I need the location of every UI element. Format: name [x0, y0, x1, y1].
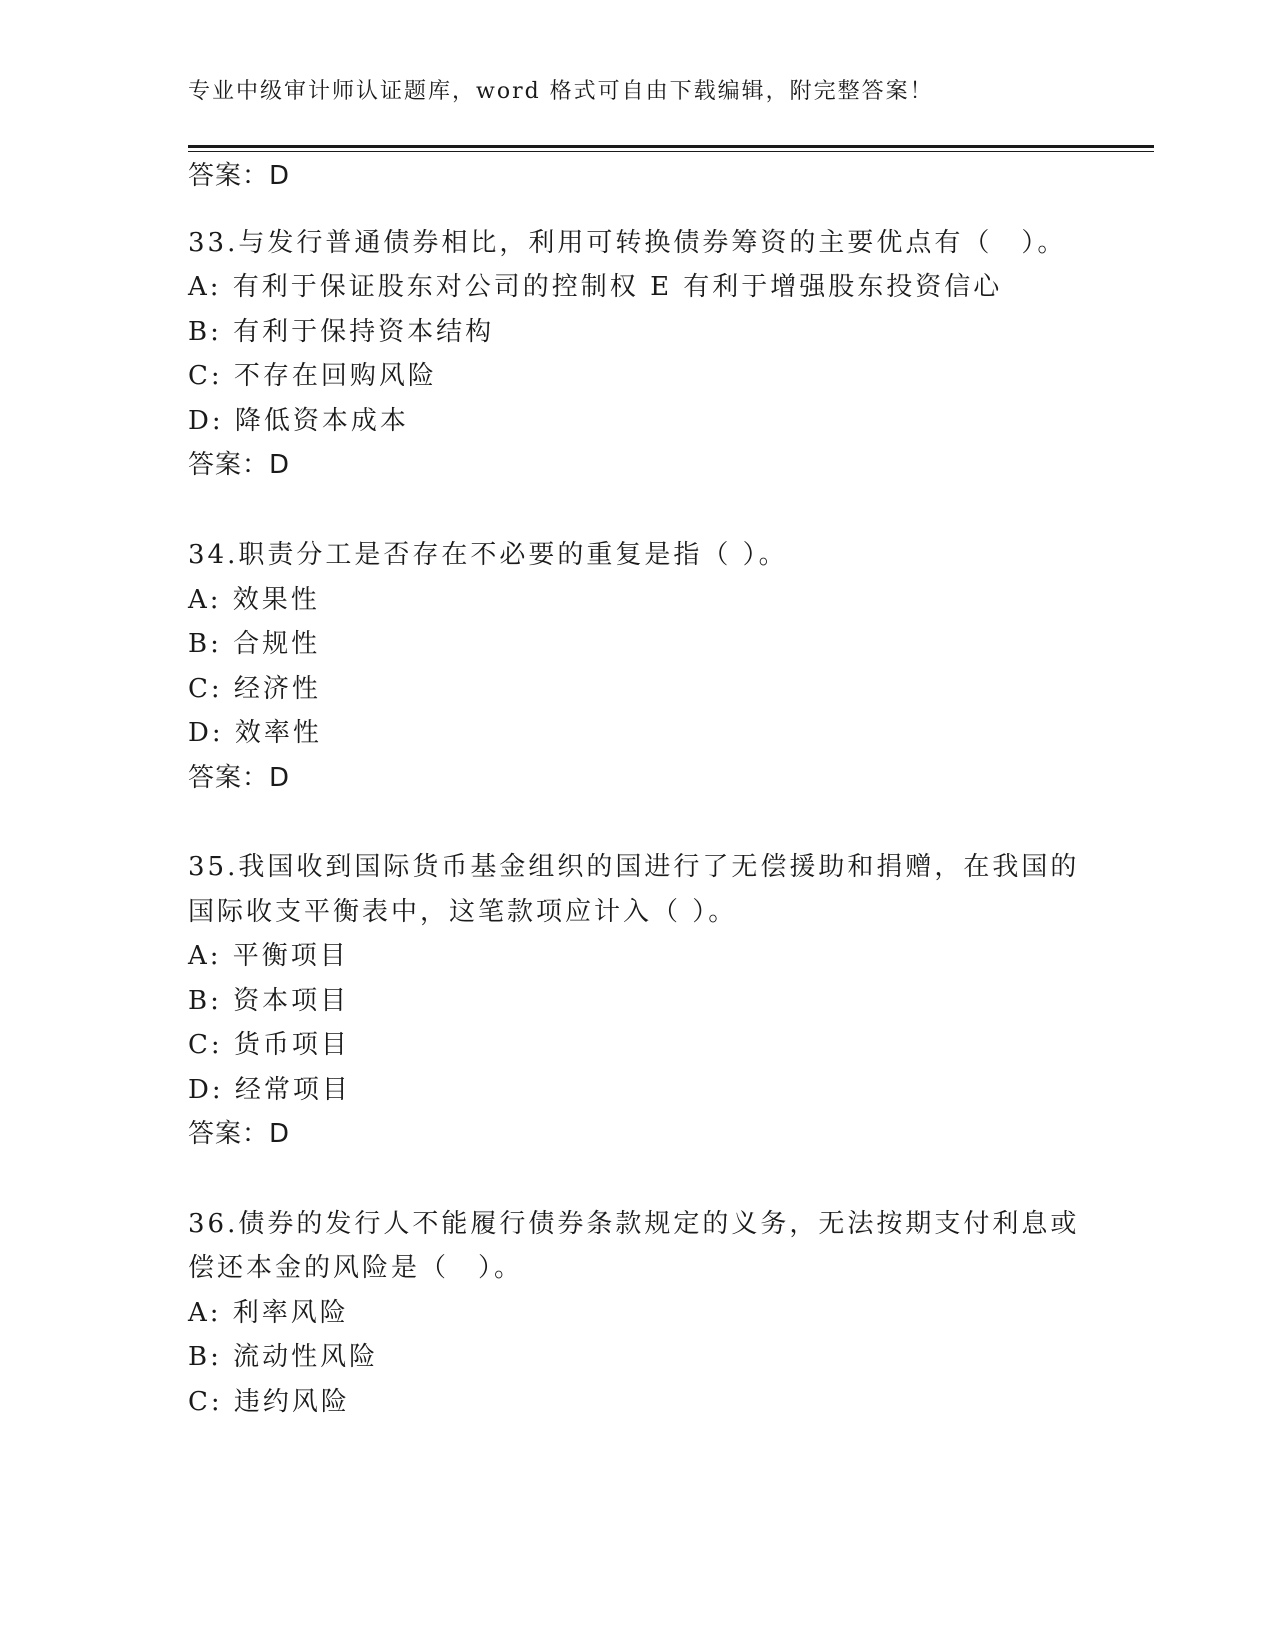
page-header: 专业中级审计师认证题库，word 格式可自由下载编辑，附完整答案！ — [188, 79, 934, 104]
question-33-answer: 答案：D — [188, 450, 291, 480]
question-34-option-c: C: 经济性 — [188, 674, 321, 704]
question-35-answer: 答案：D — [188, 1119, 291, 1149]
question-35-option-b: B: 资本项目 — [188, 986, 350, 1016]
question-36-option-a: A: 利率风险 — [188, 1298, 349, 1328]
question-36-option-b: B: 流动性风险 — [188, 1342, 379, 1372]
question-35-option-c: C: 货币项目 — [188, 1030, 350, 1060]
question-33-option-d: D: 降低资本成本 — [188, 406, 409, 436]
question-35-option-d: D: 经常项目 — [188, 1075, 351, 1105]
question-36-stem-line-1: 36.债券的发行人不能履行债券条款规定的义务，无法按期支付利息或 — [188, 1209, 1080, 1239]
question-36-option-c: C: 违约风险 — [188, 1387, 350, 1417]
question-35-stem-line-1: 35.我国收到国际货币基金组织的国进行了无偿援助和捐赠，在我国的 — [188, 852, 1080, 882]
question-34-option-b: B: 合规性 — [188, 629, 321, 659]
question-33-option-b: B: 有利于保持资本结构 — [188, 317, 495, 347]
question-35-stem-line-2: 国际收支平衡表中，这笔款项应计入（ ）。 — [188, 897, 738, 927]
question-34-option-a: A: 效果性 — [188, 585, 320, 615]
question-33-stem: 33.与发行普通债券相比，利用可转换债券筹资的主要优点有（ ）。 — [188, 228, 1067, 258]
question-34-stem: 34.职责分工是否存在不必要的重复是指（ ）。 — [188, 540, 788, 570]
question-33-option-c: C: 不存在回购风险 — [188, 361, 437, 391]
question-36-stem-line-2: 偿还本金的风险是（ ）。 — [188, 1253, 524, 1283]
question-35-option-a: A: 平衡项目 — [188, 941, 349, 971]
question-33-option-a: A: 有利于保证股东对公司的控制权 E 有利于增强股东投资信心 — [188, 272, 1003, 302]
previous-answer: 答案：D — [188, 161, 291, 191]
header-rule-thick — [188, 145, 1154, 148]
question-34-option-d: D: 效率性 — [188, 718, 322, 748]
question-34-answer: 答案：D — [188, 763, 291, 793]
header-rule-thin — [188, 151, 1154, 152]
